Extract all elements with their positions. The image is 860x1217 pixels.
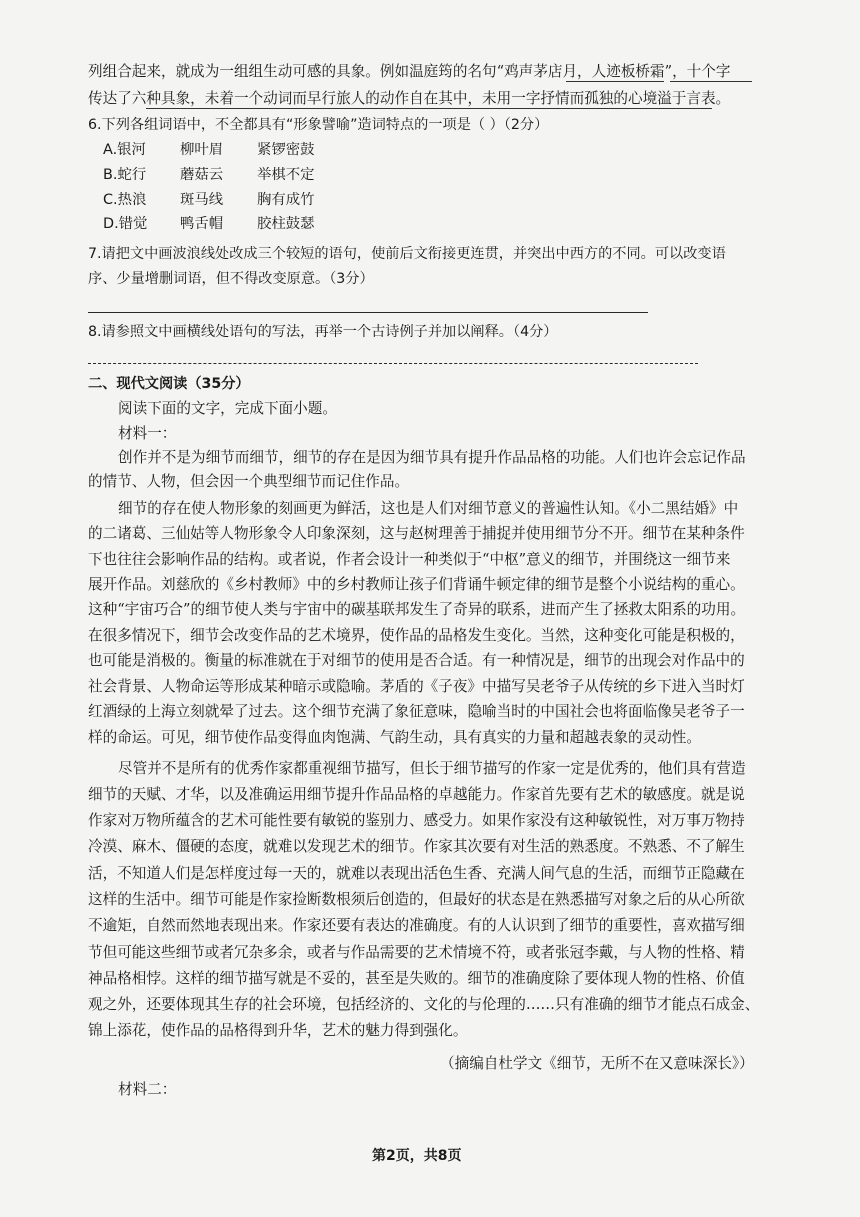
paragraph-line: 尽管并不是所有的优秀作家都重视细节描写，但长于细节描写的作家一定是优秀的，他们具有营造 xyxy=(118,760,746,777)
paragraph-line: 这样的生活中。细节可能是作家捡断数根须后创造的，但最好的状态是在熟悉描写对象之后的从心所欲 xyxy=(88,891,745,908)
paragraph-line: 观之外，还要体现其生存的社会环境，包括经济的、文化的与伦理的……只有准确的细节才能点石成金、 xyxy=(88,996,760,1013)
paragraph-line: 展开作品。刘慈欣的《乡村教师》中的乡村教师让孩子们背诵牛顿定律的细节是整个小说结构的重心。 xyxy=(88,576,745,593)
paragraph-line: 活，不知道人们是怎样度过每一天的，就难以表现出活色生香、充满人间气息的生活，而细节正隐藏在 xyxy=(88,865,745,882)
text-line: 列组合起来，就成为一组组生动可感的具象。例如温庭筠的名句“鸡声茅店月，人迹板桥霜”，十个字 xyxy=(88,63,731,80)
paragraph-line: 也可能是消极的。衡量的标准就在于对细节的使用是否合适。有一种情况是，细节的出现会对作品中的 xyxy=(88,652,745,669)
section-intro: 阅读下面的文字，完成下面小题。 xyxy=(118,400,337,417)
q6-option-d-word2: 鸭舌帽 xyxy=(180,216,224,232)
handwritten-underline xyxy=(670,81,752,82)
q6-option-c: C.热浪 xyxy=(103,192,147,208)
paragraph-line: 社会背景、人物命运等形成某种暗示或隐喻。茅盾的《子夜》中描写吴老爷子从传统的乡下进入当时灯 xyxy=(88,678,745,695)
q6-option-b-word3: 举棋不定 xyxy=(257,167,315,183)
paragraph-line: 样的命运。可见，细节使作品变得血肉饱满、气韵生动，具有真实的力量和超越表象的灵动性。 xyxy=(88,729,701,746)
q6-option-d-word3: 胶柱鼓瑟 xyxy=(257,216,315,232)
paragraph-line: 神品格相悖。这样的细节描写就是不妥的，甚至是失败的。细节的准确度除了要体现人物的性格、价值 xyxy=(88,970,745,987)
paragraph-line: 作家对万物所蕴含的艺术可能性要有敏锐的鉴别力、感受力。如果作家没有这种敏锐性，对万事万物持 xyxy=(88,812,745,829)
section-title: 二、现代文阅读（35分） xyxy=(88,376,250,392)
paragraph-line: 细节的天赋、才华，以及准确运用细节提升作品品格的卓越能力。作家首先要有艺术的敏感度。就是说 xyxy=(88,786,745,803)
paragraph-line: 冷漠、麻木、僵硬的态度，就难以发现艺术的细节。作家其次要有对生活的熟悉度。不熟悉、不了解生 xyxy=(88,838,745,855)
handwritten-underline xyxy=(146,108,712,109)
paragraph-line: 下也往往会影响作品的结构。或者说，作者会设计一种类似于“中枢”意义的细节，并围绕这一细节来 xyxy=(88,551,731,568)
text-line: 传达了六种具象，未着一个动词而早行旅人的动作自在其中，未用一字抒情而孤独的心境溢于言表。 xyxy=(88,90,731,107)
question-7-stem-cont: 序、少量增删词语，但不得改变原意。（3分） xyxy=(88,271,374,287)
material-2-label: 材料二： xyxy=(118,1081,177,1098)
material-1-label: 材料一： xyxy=(118,425,177,442)
page-footer: 第2页，共8页 xyxy=(372,1148,462,1164)
paragraph-line: 细节的存在使人物形象的刻画更为鲜活，这也是人们对细节意义的普遍性认知。《小二黑结婚》中 xyxy=(118,500,739,517)
paragraph-line: 不逾矩，自然而然地表现出来。作家还要有表达的准确度。有的人认识到了细节的重要性，喜欢描写细 xyxy=(88,917,745,934)
citation: （摘编自杜学文《细节，无所不在又意味深长》） xyxy=(440,1055,754,1072)
q6-option-a: A.银河 xyxy=(103,142,146,158)
paragraph-line: 这种“宇宙巧合”的细节使人类与宇宙中的碳基联邦发生了奇异的联系，进而产生了拯救太阳系的功用。 xyxy=(88,601,746,618)
q6-option-a-word2: 柳叶眉 xyxy=(180,142,224,158)
q6-option-a-word3: 紧锣密鼓 xyxy=(257,142,315,158)
q6-option-c-word2: 斑马线 xyxy=(180,192,224,208)
question-7-stem: 7.请把文中画波浪线处改成三个较短的语句，使前后文衔接更连贯，并突出中西方的不同。可以改变语 xyxy=(88,246,726,262)
q6-option-c-word3: 胸有成竹 xyxy=(257,192,315,208)
paragraph-line: 创作并不是为细节而细节，细节的存在是因为细节具有提升作品品格的功能。人们也许会忘记作品 xyxy=(118,449,746,466)
paragraph-line: 的情节、人物，但会因一个典型细节而记住作品。 xyxy=(88,473,410,490)
answer-line xyxy=(88,363,698,364)
question-6-stem: 6.下列各组词语中，不全都具有“形象譬喻”造词特点的一项是（ ）（2分） xyxy=(88,117,549,133)
q6-option-d: D.错觉 xyxy=(103,216,148,232)
q6-option-b: B.蛇行 xyxy=(103,167,147,183)
paragraph-line: 红酒绿的上海立刻就晕了过去。这个细节充满了象征意味，隐喻当时的中国社会也将面临像吴老爷子一 xyxy=(88,703,745,720)
q6-option-b-word2: 蘑菇云 xyxy=(180,167,224,183)
paragraph-line: 的二诸葛、三仙姑等人物形象令人印象深刻，这与赵树理善于捕捉并使用细节分不开。细节在某种条件 xyxy=(88,525,745,542)
answer-line xyxy=(88,312,648,313)
handwritten-underline xyxy=(566,81,664,82)
paragraph-line: 在很多情况下，细节会改变作品的艺术境界，使作品的品格发生变化。当然，这种变化可能是积极的， xyxy=(88,627,745,644)
paragraph-line: 锦上添花，使作品的品格得到升华，艺术的魅力得到强化。 xyxy=(88,1022,468,1039)
question-8-stem: 8.请参照文中画横线处语句的写法，再举一个古诗例子并加以阐释。（4分） xyxy=(88,324,558,340)
paragraph-line: 节但可能这些细节或者冗杂多余，或者与作品需要的艺术情境不符，或者张冠李戴，与人物的性格、精 xyxy=(88,944,745,961)
